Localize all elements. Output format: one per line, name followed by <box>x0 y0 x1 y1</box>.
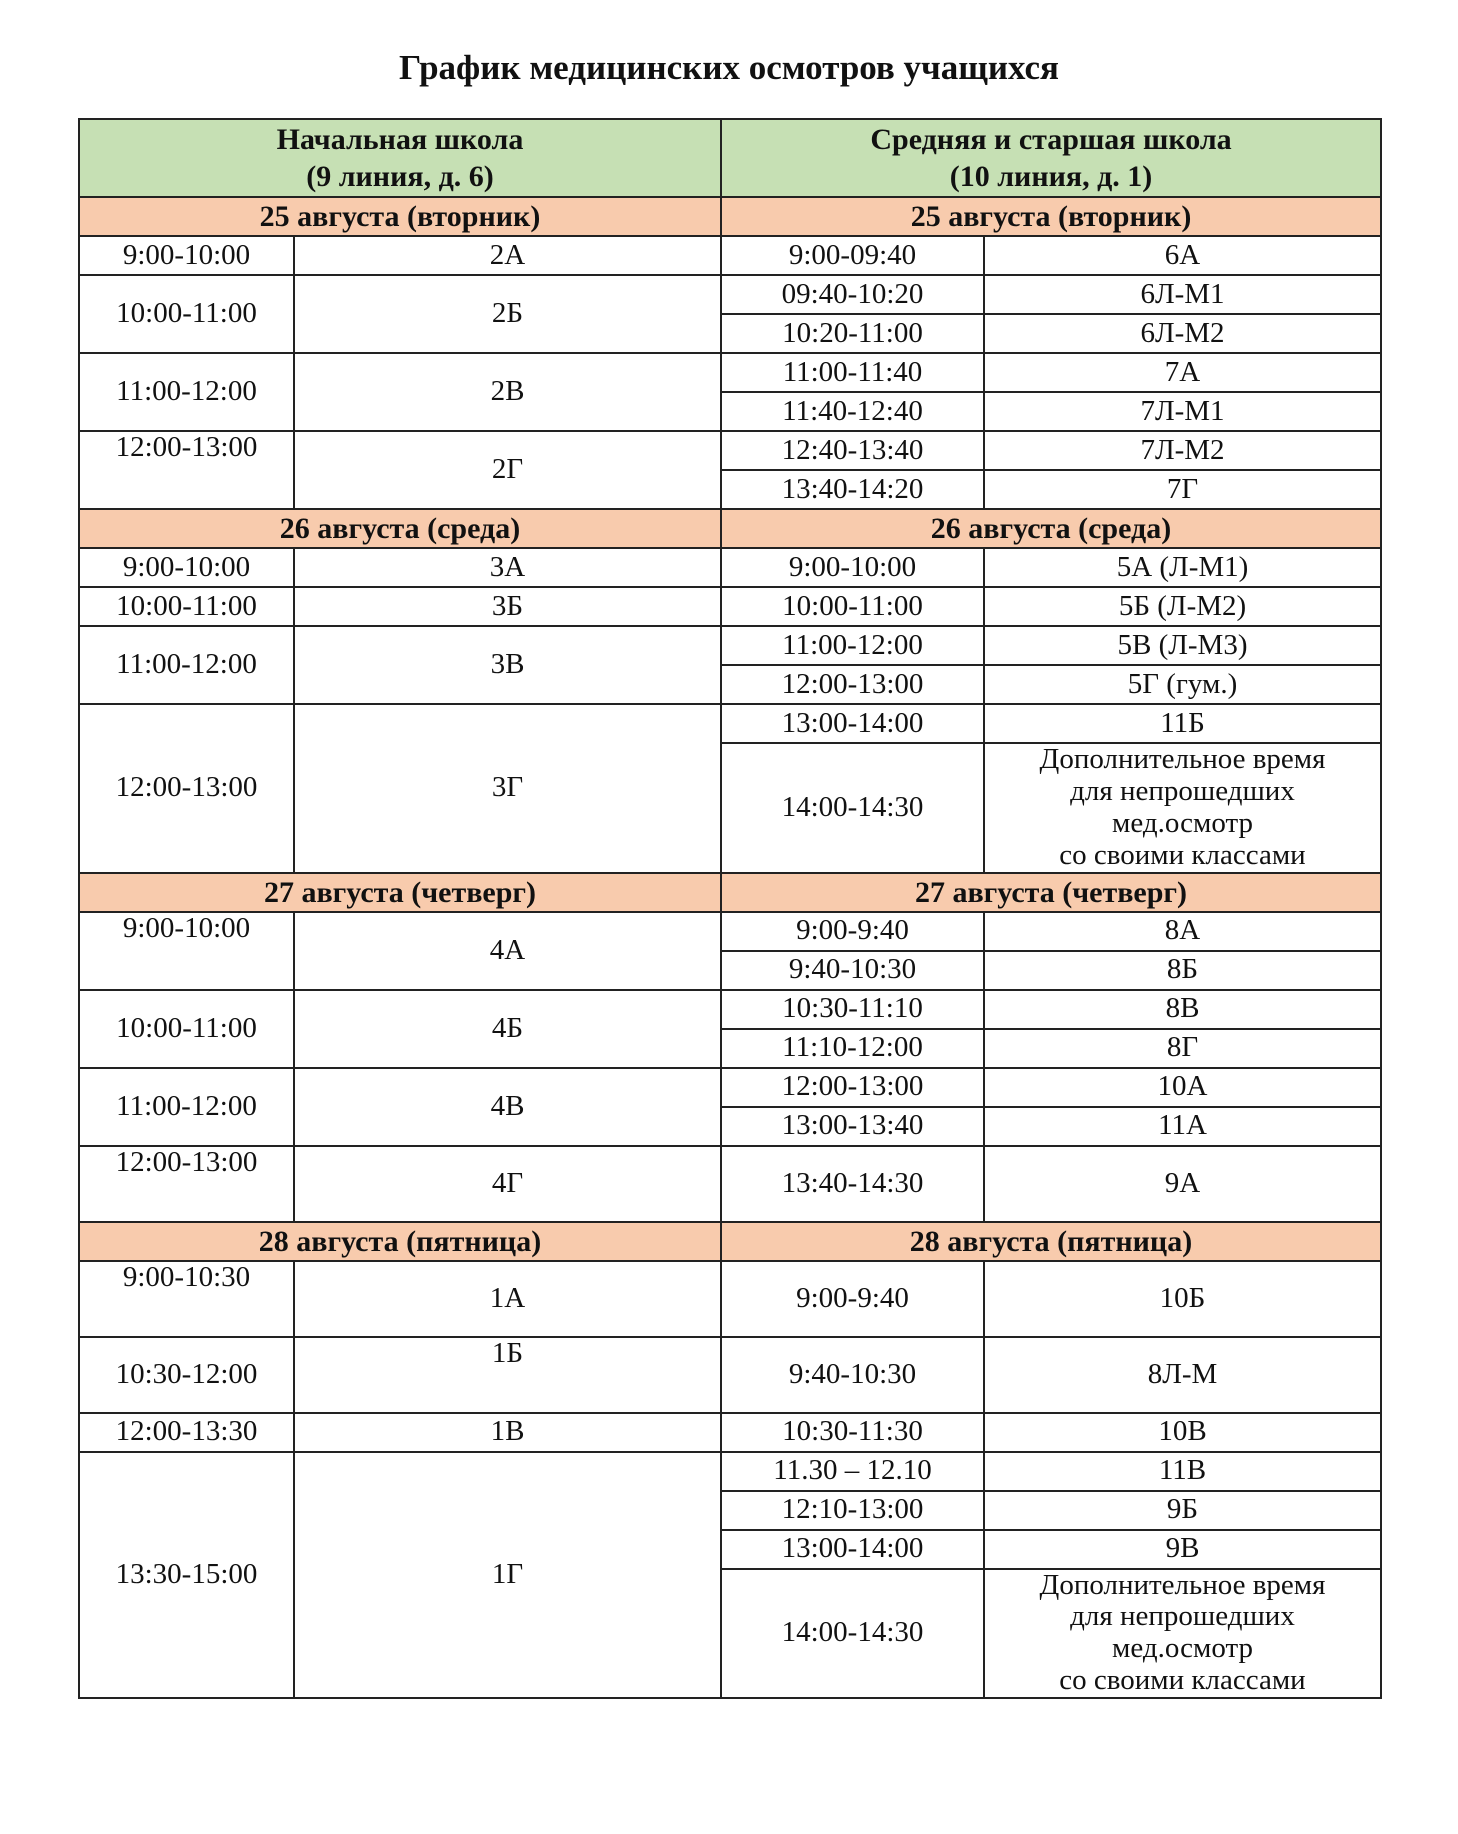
time-cell: 9:00-9:40 <box>721 1261 984 1337</box>
note-line: Дополнительное время <box>1039 743 1326 775</box>
class-cell: 1А <box>294 1261 721 1337</box>
class-cell: 1Б <box>294 1337 721 1413</box>
header-primary-address: (9 линия, д. 6) <box>306 160 494 193</box>
note-line: со своими классами <box>1059 838 1306 871</box>
note-line: мед.осмотр <box>1112 1632 1253 1665</box>
class-cell: 8В <box>984 990 1381 1029</box>
table-row <box>79 704 1381 743</box>
day-label-left: 28 августа (пятница) <box>79 1222 721 1261</box>
header-secondary-name: Средняя и старшая школа <box>870 122 1232 156</box>
class-cell: 3А <box>294 548 721 587</box>
class-cell: 8А <box>984 912 1381 951</box>
day-label-right: 27 августа (четверг) <box>721 873 1381 912</box>
header-secondary-address: (10 линия, д. 1) <box>949 160 1153 193</box>
header-row <box>79 119 1381 197</box>
table-row <box>79 990 1381 1029</box>
table-row <box>79 1068 1381 1107</box>
class-cell: 6А <box>984 236 1381 275</box>
time-cell: 9:00-10:00 <box>79 912 294 990</box>
time-cell: 11:00-12:00 <box>721 626 984 665</box>
time-cell: 9:40-10:30 <box>721 1337 984 1413</box>
time-cell: 9:00-10:00 <box>79 548 294 587</box>
time-cell: 13:00-14:00 <box>721 1530 984 1569</box>
time-cell: 10:00-11:00 <box>79 587 294 626</box>
class-cell: 5А (Л-М1) <box>984 548 1381 587</box>
day-label-right: 25 августа (вторник) <box>721 197 1381 236</box>
header-primary-name: Начальная школа <box>276 122 524 156</box>
table-row <box>79 1337 1381 1413</box>
time-cell: 12:00-13:30 <box>79 1413 294 1452</box>
class-cell: 6Л-М2 <box>984 314 1381 353</box>
table-row <box>79 548 1381 587</box>
day-label-right: 28 августа (пятница) <box>721 1222 1381 1261</box>
class-cell: 3Г <box>294 704 721 873</box>
time-cell: 10:30-11:10 <box>721 990 984 1029</box>
class-cell: 4В <box>294 1068 721 1146</box>
time-cell: 13:00-14:00 <box>721 704 984 743</box>
class-cell: 7Л-М2 <box>984 431 1381 470</box>
class-cell: 4А <box>294 912 721 990</box>
class-cell: 10В <box>984 1413 1381 1452</box>
time-cell: 9:00-10:00 <box>79 236 294 275</box>
time-cell: 12:00-13:00 <box>721 665 984 704</box>
header-primary-school <box>79 119 721 197</box>
note-line: для непрошедших <box>1070 774 1295 807</box>
day-label-left: 26 августа (среда) <box>79 509 721 548</box>
day-row-26 <box>79 509 1381 548</box>
table-row <box>79 236 1381 275</box>
time-cell: 13:00-13:40 <box>721 1107 984 1146</box>
time-cell: 12:00-13:00 <box>721 1068 984 1107</box>
table-row <box>79 912 1381 951</box>
time-cell: 11:10-12:00 <box>721 1029 984 1068</box>
time-cell: 10:00-11:00 <box>79 990 294 1068</box>
class-cell: 4Г <box>294 1146 721 1222</box>
schedule-table <box>78 118 1382 1699</box>
class-cell: 8Л-М <box>984 1337 1381 1413</box>
class-cell: 7Л-М1 <box>984 392 1381 431</box>
class-cell: 5Б (Л-М2) <box>984 587 1381 626</box>
time-cell: 9:00-10:30 <box>79 1261 294 1337</box>
table-row <box>79 353 1381 392</box>
class-cell: 10А <box>984 1068 1381 1107</box>
class-cell: 6Л-М1 <box>984 275 1381 314</box>
class-cell: 1В <box>294 1413 721 1452</box>
header-secondary-school <box>721 119 1381 197</box>
day-label-left: 27 августа (четверг) <box>79 873 721 912</box>
note-line: со своими классами <box>1059 1664 1306 1697</box>
note-line: для непрошедших <box>1070 1600 1295 1633</box>
note-line: мед.осмотр <box>1112 806 1253 839</box>
note-line: Дополнительное время <box>1039 1568 1326 1601</box>
time-cell: 9:40-10:30 <box>721 951 984 990</box>
class-cell: 11В <box>984 1452 1381 1491</box>
table-row <box>79 431 1381 470</box>
class-cell: 2А <box>294 236 721 275</box>
class-cell: 9А <box>984 1146 1381 1222</box>
class-cell: 11Б <box>984 704 1381 743</box>
class-cell: 4Б <box>294 990 721 1068</box>
time-cell: 09:40-10:20 <box>721 275 984 314</box>
class-cell: 7Г <box>984 470 1381 509</box>
time-cell: 12:00-13:00 <box>79 704 294 873</box>
note-cell <box>984 743 1381 873</box>
page-title: График медицинских осмотров учащихся <box>399 48 1059 87</box>
time-cell: 14:00-14:30 <box>721 743 984 873</box>
day-label-right: 26 августа (среда) <box>721 509 1381 548</box>
class-cell: 8Б <box>984 951 1381 990</box>
table-row <box>79 626 1381 665</box>
time-cell: 13:40-14:30 <box>721 1146 984 1222</box>
time-cell: 12:10-13:00 <box>721 1491 984 1530</box>
class-cell: 7А <box>984 353 1381 392</box>
class-cell: 5В (Л-М3) <box>984 626 1381 665</box>
time-cell: 10:00-11:00 <box>721 587 984 626</box>
time-cell: 10:30-11:30 <box>721 1413 984 1452</box>
class-cell: 9Б <box>984 1491 1381 1530</box>
time-cell: 10:00-11:00 <box>79 275 294 353</box>
table-row <box>79 1261 1381 1337</box>
time-cell: 12:00-13:00 <box>79 431 294 509</box>
class-cell: 11А <box>984 1107 1381 1146</box>
class-cell: 2Г <box>294 431 721 509</box>
time-cell: 14:00-14:30 <box>721 1569 984 1699</box>
day-row-27 <box>79 873 1381 912</box>
time-cell: 10:30-12:00 <box>79 1337 294 1413</box>
day-row-25 <box>79 197 1381 236</box>
time-cell: 13:40-14:20 <box>721 470 984 509</box>
class-cell: 3Б <box>294 587 721 626</box>
class-cell: 2В <box>294 353 721 431</box>
time-cell: 13:30-15:00 <box>79 1452 294 1699</box>
day-label-left: 25 августа (вторник) <box>79 197 721 236</box>
time-cell: 11.30 – 12.10 <box>721 1452 984 1491</box>
class-cell: 9В <box>984 1530 1381 1569</box>
class-cell: 8Г <box>984 1029 1381 1068</box>
note-cell <box>984 1569 1381 1699</box>
time-cell: 12:40-13:40 <box>721 431 984 470</box>
time-cell: 12:00-13:00 <box>79 1146 294 1222</box>
class-cell: 1Г <box>294 1452 721 1699</box>
time-cell: 10:20-11:00 <box>721 314 984 353</box>
table-row <box>79 1146 1381 1222</box>
time-cell: 11:00-12:00 <box>79 1068 294 1146</box>
time-cell: 9:00-9:40 <box>721 912 984 951</box>
time-cell: 11:40-12:40 <box>721 392 984 431</box>
time-cell: 11:00-12:00 <box>79 626 294 704</box>
table-row <box>79 1413 1381 1452</box>
table-row <box>79 275 1381 314</box>
class-cell: 3В <box>294 626 721 704</box>
table-row <box>79 587 1381 626</box>
class-cell: 2Б <box>294 275 721 353</box>
time-cell: 11:00-11:40 <box>721 353 984 392</box>
day-row-28 <box>79 1222 1381 1261</box>
table-row <box>79 1452 1381 1491</box>
time-cell: 9:00-10:00 <box>721 548 984 587</box>
class-cell: 5Г (гум.) <box>984 665 1381 704</box>
class-cell: 10Б <box>984 1261 1381 1337</box>
time-cell: 11:00-12:00 <box>79 353 294 431</box>
time-cell: 9:00-09:40 <box>721 236 984 275</box>
